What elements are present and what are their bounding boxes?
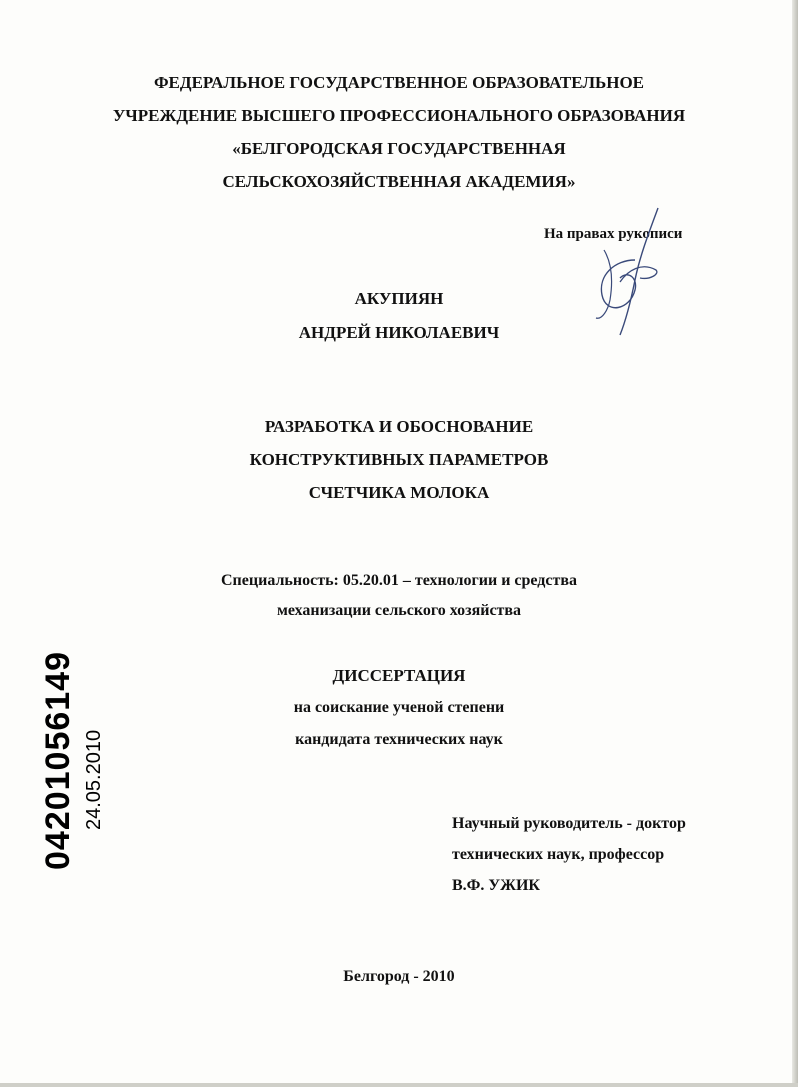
supervisor-name: В.Ф. УЖИК xyxy=(452,877,541,894)
stamp-date: 24.05.2010 xyxy=(83,729,105,830)
author-surname: АКУПИЯН xyxy=(354,289,444,308)
header-line: «БЕЛГОРОДСКАЯ ГОСУДАРСТВЕННАЯ xyxy=(232,139,566,158)
degree-purpose-line: кандидата технических наук xyxy=(295,731,503,748)
institution-header xyxy=(0,66,798,198)
author-block xyxy=(0,282,798,350)
document-type-label: ДИССЕРТАЦИЯ xyxy=(332,666,466,685)
city-year: Белгород - 2010 xyxy=(343,968,455,985)
rights-note: На правах рукописи xyxy=(544,226,683,242)
library-stamp xyxy=(5,640,115,870)
header-line: ФЕДЕРАЛЬНОЕ ГОСУДАРСТВЕННОЕ ОБРАЗОВАТЕЛЬНОЕ xyxy=(153,73,645,92)
specialty-line: механизации сельского хозяйства xyxy=(276,602,522,619)
title-line: КОНСТРУКТИВНЫХ ПАРАМЕТРОВ xyxy=(249,450,549,469)
dissertation-title xyxy=(0,410,798,509)
supervisor-block xyxy=(452,808,686,901)
header-line: СЕЛЬСКОХОЗЯЙСТВЕННАЯ АКАДЕМИЯ» xyxy=(222,172,576,191)
title-line: РАЗРАБОТКА И ОБОСНОВАНИЕ xyxy=(264,417,534,436)
author-name: АНДРЕЙ НИКОЛАЕВИЧ xyxy=(298,323,500,342)
title-line: СЧЕТЧИКА МОЛОКА xyxy=(308,483,490,502)
page-edge xyxy=(792,0,798,1087)
header-line: УЧРЕЖДЕНИЕ ВЫСШЕГО ПРОФЕССИОНАЛЬНОГО ОБРАЗОВАНИЯ xyxy=(112,106,686,125)
degree-purpose-line: на соискание ученой степени xyxy=(293,699,505,716)
page-edge xyxy=(0,1083,798,1087)
document-type-block xyxy=(0,660,798,756)
stamp-number: 04201056149 xyxy=(39,650,77,870)
supervisor-line: технических наук, профессор xyxy=(452,846,665,863)
supervisor-line: Научный руководитель - доктор xyxy=(452,815,686,832)
specialty-line: Специальность: 05.20.01 – технологии и средства xyxy=(221,572,577,589)
specialty-block xyxy=(0,566,798,626)
